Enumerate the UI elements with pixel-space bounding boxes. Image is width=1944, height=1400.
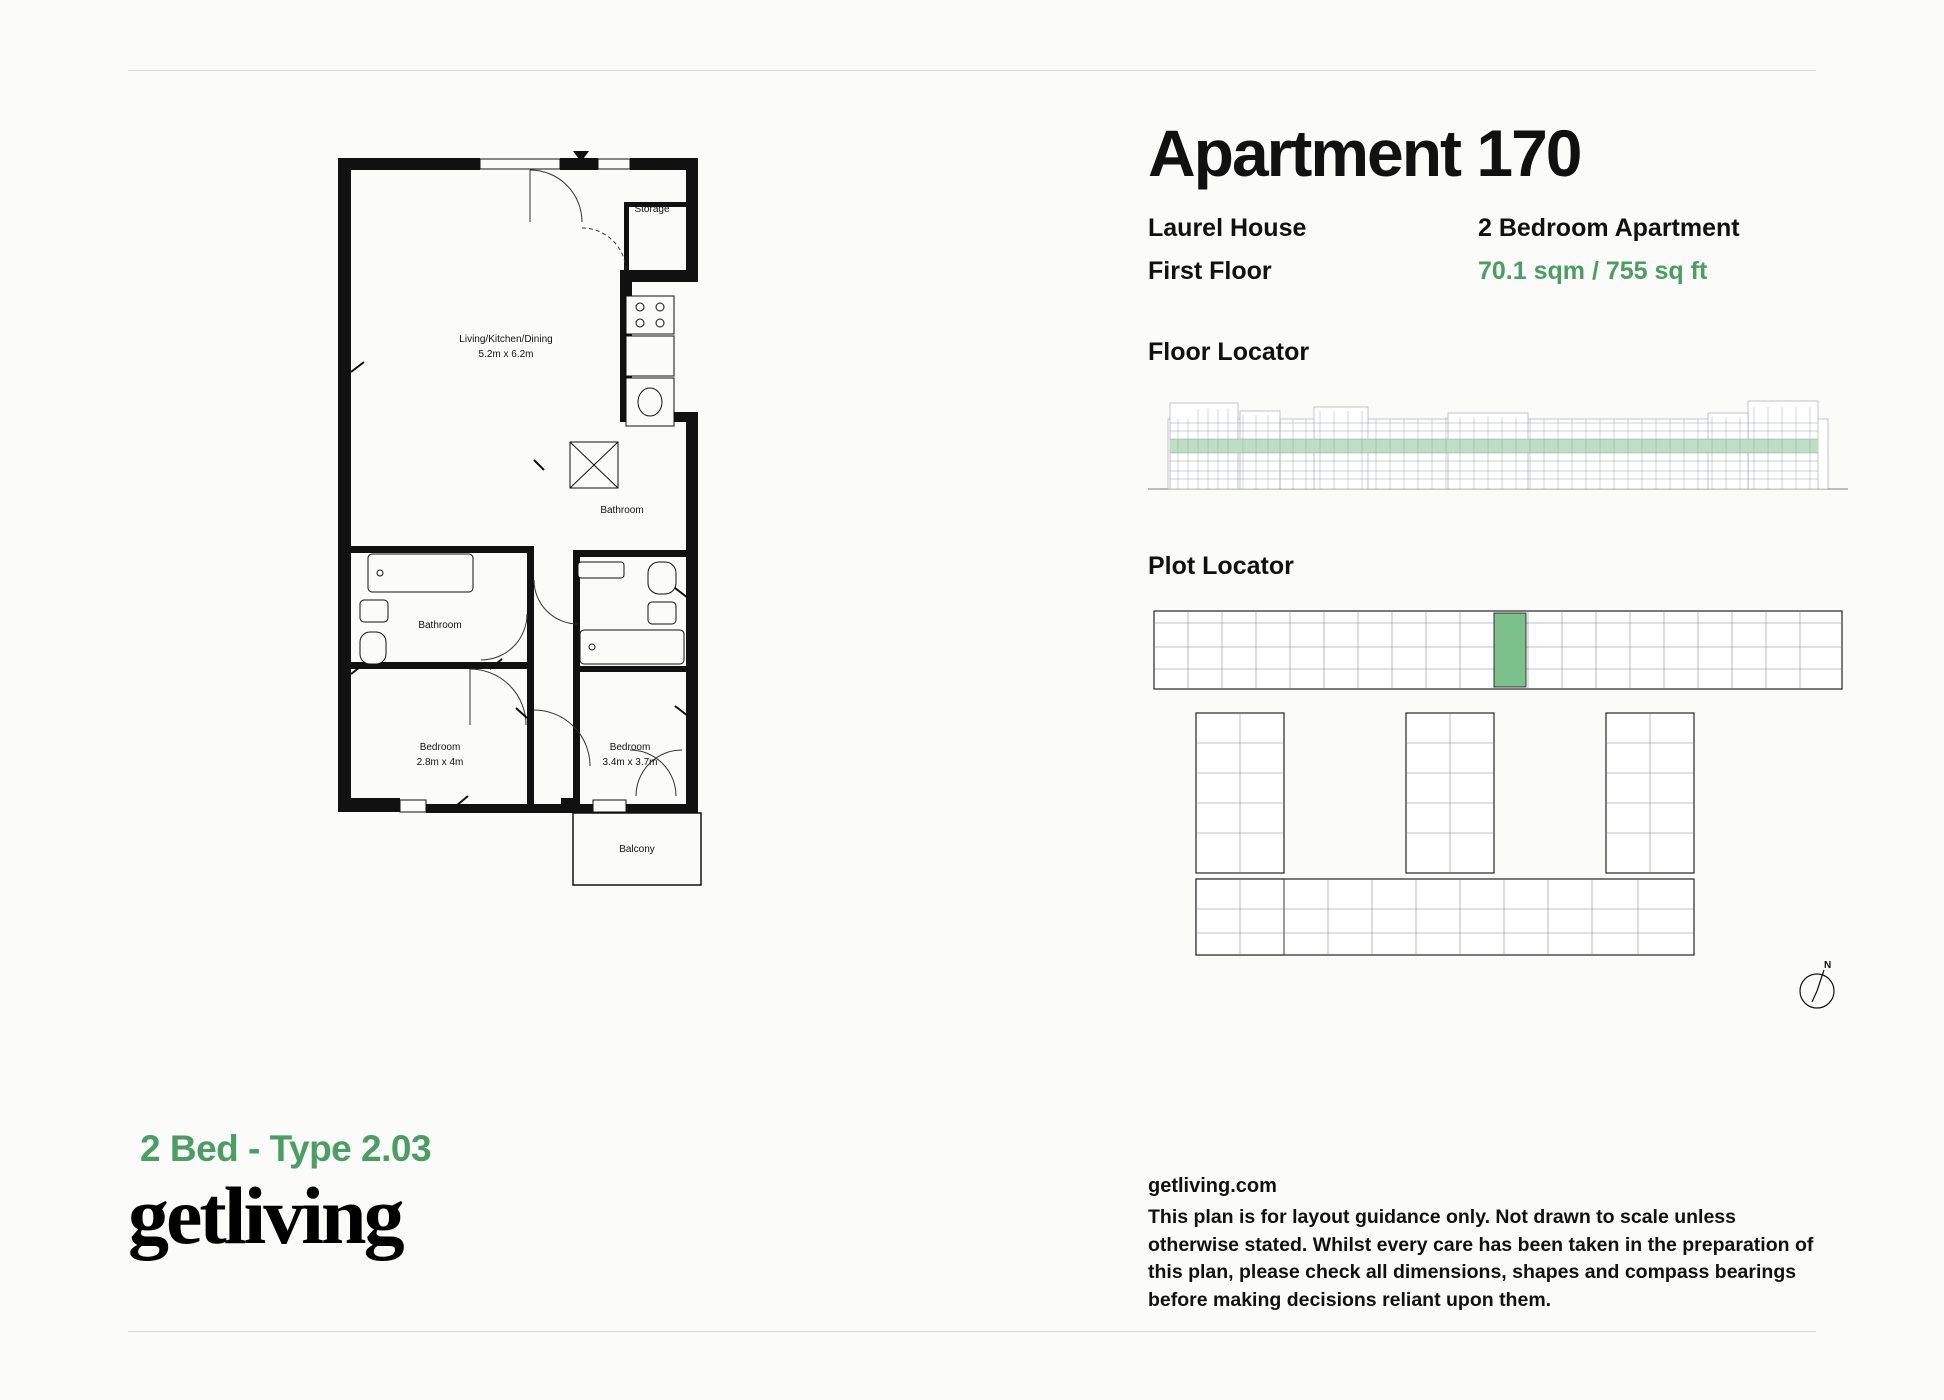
plot-locator-title: Plot Locator [1148, 551, 1294, 580]
floor-locator-title: Floor Locator [1148, 337, 1310, 366]
room-label-living: Living/Kitchen/Dining [459, 334, 553, 345]
floor-locator-diagram [1148, 389, 1848, 504]
footer [1148, 1175, 1828, 1315]
room-label-bedroom-right: Bedroom [609, 742, 651, 753]
compass-rose [1790, 958, 1844, 1012]
room-label-bathroom-right: Bathroom [600, 505, 644, 516]
bottom-divider [128, 1331, 1816, 1332]
page-title: Apartment 170 [1148, 116, 1581, 190]
room-label-balcony: Balcony [619, 844, 655, 855]
room-label-bedroom-left: Bedroom [419, 742, 461, 753]
website-link[interactable]: getliving.com [1148, 1175, 1277, 1197]
disclaimer-text: This plan is for layout guidance only. Not drawn to scale unless otherwise stated. Whilst every care has been taken in the preparation of this plan, please check all dimensions, shapes and compass bearings before making decisions reliant upon them. [1148, 1206, 1814, 1312]
room-label-storage: Storage [634, 204, 670, 215]
getliving-logo: getliving [128, 1170, 402, 1261]
bedroom-count: 2 Bedroom Apartment [1478, 214, 1740, 242]
room-dims-bedroom-right: 3.4m x 3.7m [602, 757, 658, 768]
floor-area: 70.1 sqm / 755 sq ft [1478, 256, 1708, 285]
floor-name: First Floor [1148, 256, 1272, 285]
apartment-meta [1148, 214, 1848, 286]
info-panel [1148, 116, 1848, 1016]
floor-plan-drawing [330, 150, 850, 890]
room-dims-living: 5.2m x 6.2m [478, 349, 534, 360]
top-divider [128, 70, 1816, 71]
plot-locator-diagram [1148, 603, 1848, 971]
compass-north-label: N [1824, 959, 1832, 971]
room-dims-bedroom-left: 2.8m x 4m [416, 757, 464, 768]
building-name: Laurel House [1148, 214, 1307, 242]
room-label-bathroom-left: Bathroom [418, 620, 462, 631]
highlighted-plot [1494, 613, 1526, 687]
apartment-type-label: 2 Bed - Type 2.03 [140, 1128, 432, 1169]
